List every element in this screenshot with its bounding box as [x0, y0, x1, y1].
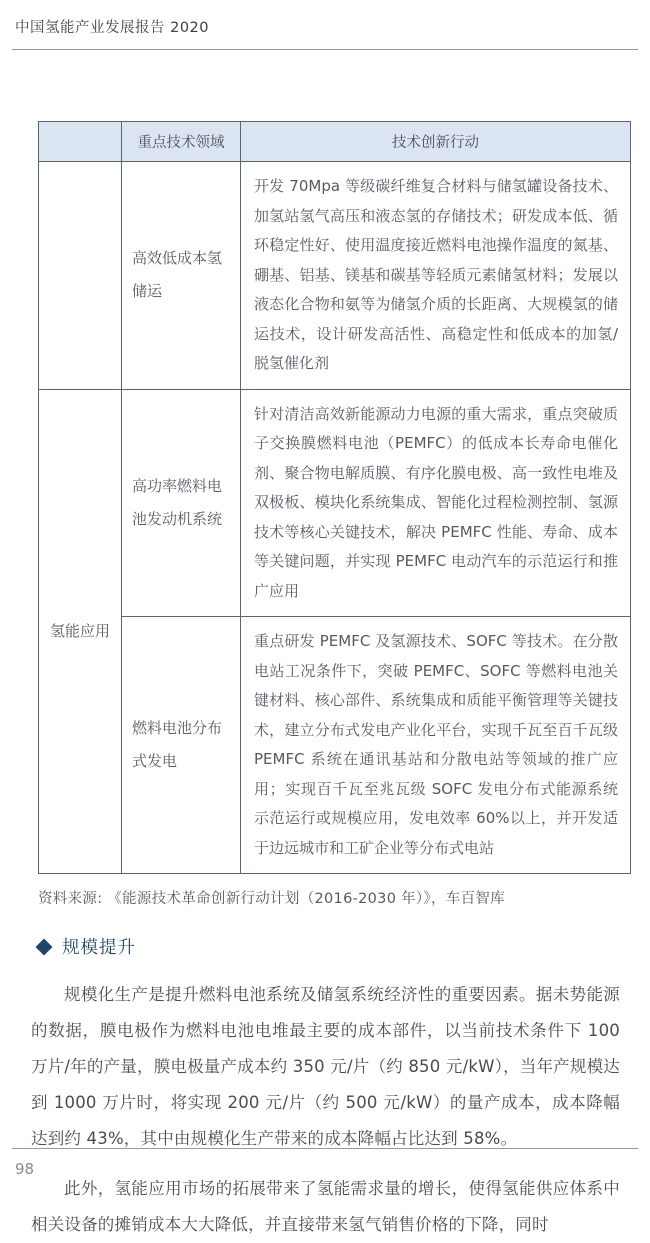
tech-innovation-table [38, 121, 631, 874]
table-row [39, 162, 631, 390]
field-cell: 高效低成本氢储运 [122, 162, 241, 390]
body-paragraph: 此外，氢能应用市场的拓展带来了氢能需求量的增长，使得氢能供应体系中相关设备的摊销成本大大降低，并直接带来氢气销售价格的下降，同时 [31, 1179, 620, 1234]
table-row [39, 617, 631, 874]
page-number: 98 [15, 1160, 35, 1178]
field-cell: 燃料电池分布式发电 [122, 617, 241, 874]
source-note: 资料来源: 《能源技术革命创新行动计划（2016-2030 年）》，车百智库 [38, 891, 506, 907]
body-paragraph: 规模化生产是提升燃料电池系统及储氢系统经济性的重要因素。据未势能源的数据，膜电极作为燃料电池电堆最主要的成本部件，以当前技术条件下 100 万片/年的产量，膜电极量产成本约 350 元/片（约 850 元/kW），当年产规模达到 1000 万片时，将实现 200 元/片（约 500 元/kW）的量产成本，成本降幅达到约 43%，其中由规模化生产带来的成本降幅占比达到 58%。 [31, 985, 620, 1148]
page-header [0, 0, 650, 37]
table-header-row [39, 122, 631, 162]
page-title: 中国氢能产业发展报告 2020 [15, 20, 210, 36]
header-divider [12, 49, 638, 50]
field-cell: 高功率燃料电池发动机系统 [122, 389, 241, 617]
column-header-action: 技术创新行动 [241, 122, 631, 162]
area-cell-empty [39, 162, 122, 390]
table-row [39, 389, 631, 617]
action-cell: 重点研发 PEMFC 及氢源技术、SOFC 等技术。在分散电站工况条件下，突破 PEMFC、SOFC 等燃料电池关键材料、核心部件、系统集成和质能平衡管理等关键技术，建立分布式发电产业化平台，实现千瓦至百千瓦级 PEMFC 系统在通讯基站和分散电站等领域的推广应用；实现百千瓦至兆瓦级 SOFC 发电分布式能源系统示范运行或规模应用，发电效率 60%以上，并开发适于边远城市和工矿企业等分布式电站 [241, 617, 631, 874]
section-heading [38, 934, 650, 959]
action-cell: 开发 70Mpa 等级碳纤维复合材料与储氢罐设备技术、加氢站氢气高压和液态氢的存储技术；研发成本低、循环稳定性好、使用温度接近燃料电池操作温度的氮基、硼基、铝基、镁基和碳基等轻质元素储氢材料；发展以液态化合物和氨等为储氢介质的长距离、大规模氢的储运技术，设计研发高活性、高稳定性和低成本的加氢/脱氢催化剂 [241, 162, 631, 390]
section-heading-label: 规模提升 [62, 938, 136, 958]
area-cell-merged: 氢能应用 [39, 389, 122, 874]
action-cell: 针对清洁高效新能源动力电源的重大需求，重点突破质子交换膜燃料电池（PEMFC）的低成本长寿命电催化剂、聚合物电解质膜、有序化膜电极、高一致性电堆及双极板、模块化系统集成、智能化过程检测控制、氢源技术等核心关键技术，解决 PEMFC 性能、寿命、成本等关键问题，并实现 PEMFC 电动汽车的示范运行和推广应用 [241, 389, 631, 617]
diamond-icon [36, 938, 53, 955]
footer-divider [12, 1148, 638, 1149]
column-header-area [39, 122, 122, 162]
column-header-field: 重点技术领域 [122, 122, 241, 162]
